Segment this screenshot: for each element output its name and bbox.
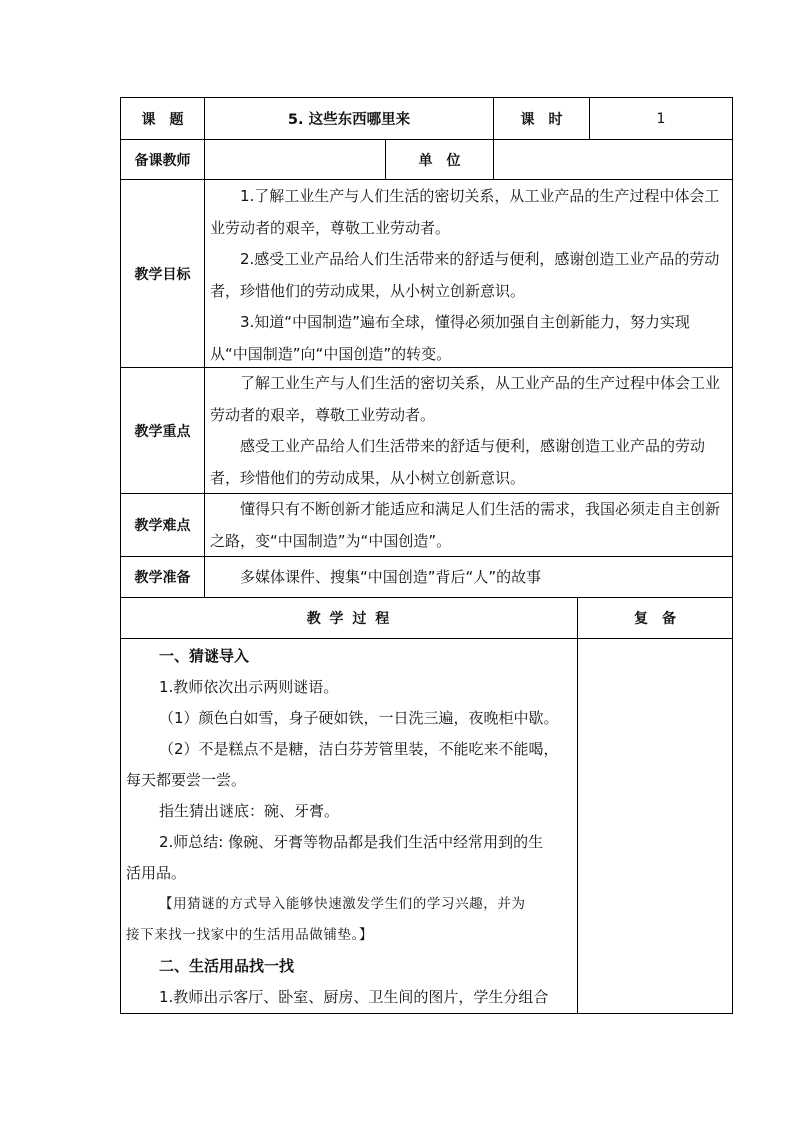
- unit-label: 单 位: [418, 152, 461, 169]
- preparation-label: 教学准备: [134, 570, 191, 586]
- teacher-value: [205, 140, 385, 179]
- key-point-item: 感受工业产品给人们生活带来的舒适与便利，感谢创造工业产品的劳动者，珍惜他们的劳动成果，从小树立创新意识。: [210, 437, 706, 487]
- objectives-label: 教学目标: [134, 266, 191, 283]
- preparation-text: [210, 557, 726, 597]
- difficulties-text: [210, 494, 726, 557]
- notes-column: [578, 639, 732, 1013]
- process-line: （2）不是糕点不是糖，洁白芬芳管里装，不能吃来不能喝，: [159, 740, 559, 758]
- process-line: 1.教师依次出示两则谜语。: [159, 678, 339, 696]
- process-line: 2.师总结: 像碗、牙膏等物品都是我们生活中经常用到的生: [159, 833, 544, 851]
- key-points-text: [210, 368, 726, 494]
- process-line: 每天都要尝一尝。: [126, 771, 247, 789]
- process-line: 指生猜出谜底：碗、牙膏。: [159, 802, 340, 820]
- notes-header: 复 备: [634, 611, 676, 627]
- objective-item: 2.感受工业产品给人们生活带来的舒适与便利，感谢创造工业产品的劳动者，珍惜他们的劳动成果，从小树立创新意识。: [210, 250, 720, 300]
- subject-label: 课 题: [141, 111, 184, 128]
- process-content: [126, 641, 572, 1013]
- key-points-label: 教学重点: [134, 423, 191, 440]
- design-note: 接下来找一找家中的生活用品做铺垫。】: [126, 927, 374, 943]
- period-label: 课 时: [520, 111, 563, 128]
- lesson-title: 5. 这些东西哪里来: [287, 112, 411, 128]
- preparation-value: 多媒体课件、搜集“中国创造”背后“人”的故事: [240, 568, 542, 586]
- process-line: 1.教师出示客厅、卧室、厨房、卫生间的图片，学生分组合: [159, 988, 549, 1006]
- period-value: 1: [656, 110, 666, 127]
- unit-value: [494, 140, 732, 179]
- objective-item: 3.知道“中国制造”遍布全球，懂得必须加强自主创新能力，努力实现从“中国制造”向“中国创造”的转变。: [210, 313, 690, 363]
- section-heading: 二、生活用品找一找: [159, 957, 295, 975]
- key-point-item: 了解工业生产与人们生活的密切关系，从工业产品的生产过程中体会工业劳动者的艰辛，尊敬工业劳动者。: [210, 374, 721, 424]
- process-line: 活用品。: [126, 864, 187, 882]
- process-line: （1）颜色白如雪，身子硬如铁，一日洗三遍，夜晚柜中歇。: [159, 709, 559, 727]
- row-divider: [120, 179, 733, 180]
- teacher-label: 备课教师: [134, 152, 191, 169]
- difficulty-item: 懂得只有不断创新才能适应和满足人们生活的需求，我国必须走自主创新之路，变“中国制造”为“中国创造”。: [210, 500, 721, 550]
- difficulties-label: 教学难点: [134, 518, 191, 534]
- section-heading: 一、猜谜导入: [159, 647, 250, 665]
- objectives-text: [210, 181, 726, 370]
- objective-item: 1.了解工业生产与人们生活的密切关系，从工业产品的生产过程中体会工业劳动者的艰辛，尊敬工业劳动者。: [210, 187, 720, 237]
- process-header: 教 学 过 程: [306, 611, 392, 627]
- design-note: 【用猜谜的方式导入能够快速激发学生们的学习兴趣，并为: [159, 896, 526, 912]
